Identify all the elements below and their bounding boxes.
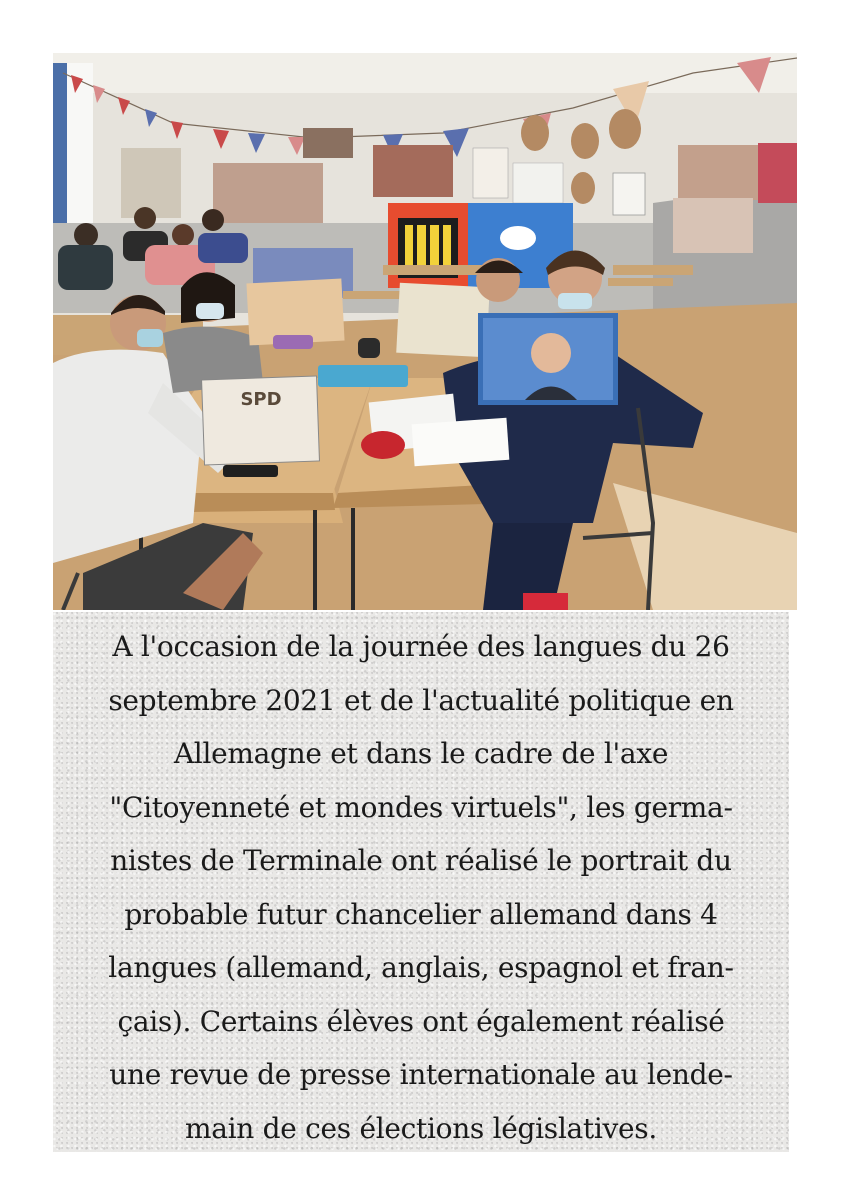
portrait-sheet — [478, 313, 618, 405]
caption-line: septembre 2021 et de l'actualité politique en — [108, 683, 734, 717]
caption-line: une revue de presse internationale au lende- — [109, 1058, 733, 1091]
caption-line: çais). Certains élèves ont également réalisé — [117, 1004, 725, 1038]
caption-text — [59, 620, 783, 1155]
caption-box — [53, 612, 789, 1152]
caption-line: probable futur chancelier allemand dans 4 — [124, 897, 718, 931]
caption-line: "Citoyenneté et mondes virtuels", les germa- — [109, 790, 733, 824]
svg-text:SPD: SPD — [240, 389, 282, 410]
spd-sign — [202, 376, 320, 465]
classroom-photo — [53, 53, 797, 610]
caption-line: Allemagne et dans le cadre de l'axe — [173, 737, 669, 770]
caption-line: main de ces élections législatives. — [185, 1111, 657, 1145]
caption-line: langues (allemand, anglais, espagnol et fran- — [108, 951, 734, 984]
caption-line: A l'occasion de la journée des langues du 26 — [112, 630, 730, 663]
caption-line: nistes de Terminale ont réalisé le portrait du — [110, 844, 732, 877]
